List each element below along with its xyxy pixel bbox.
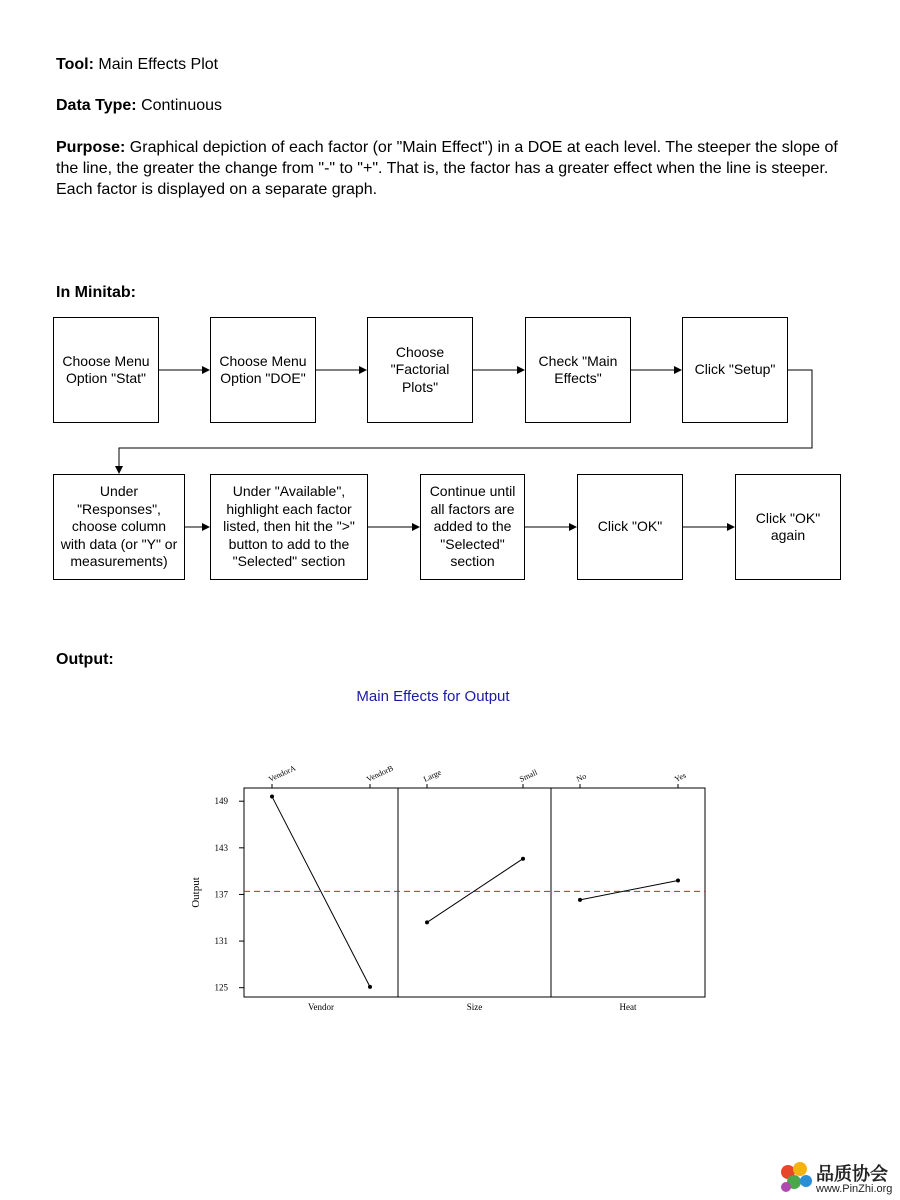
level-label: Large bbox=[422, 767, 443, 784]
effect-point bbox=[425, 920, 429, 924]
factor-label: Heat bbox=[619, 1002, 637, 1012]
y-tick-label: 149 bbox=[214, 796, 228, 807]
effect-point bbox=[270, 795, 274, 799]
purpose-label: Purpose: bbox=[56, 139, 126, 156]
level-label: Small bbox=[518, 767, 539, 784]
flow-step-factorial-plots: Choose "Factorial Plots" bbox=[367, 317, 473, 423]
effect-point bbox=[521, 857, 525, 861]
tool-label: Tool: bbox=[56, 56, 94, 73]
y-axis-label: Output bbox=[190, 877, 202, 908]
flow-step-stat: Choose Menu Option "Stat" bbox=[53, 317, 159, 423]
watermark-url: www.PinZhi.org bbox=[816, 1183, 893, 1195]
level-label: VendorA bbox=[267, 763, 298, 784]
flow-step-doe: Choose Menu Option "DOE" bbox=[210, 317, 316, 423]
y-tick-label: 131 bbox=[214, 936, 228, 947]
effect-point bbox=[368, 985, 372, 989]
effect-point bbox=[676, 878, 680, 882]
y-tick-label: 143 bbox=[214, 842, 228, 853]
flow-step-click-ok-again: Click "OK" again bbox=[735, 474, 841, 580]
factor-label: Size bbox=[466, 1002, 483, 1012]
level-label: VendorB bbox=[365, 763, 395, 784]
flow-step-setup: Click "Setup" bbox=[682, 317, 788, 423]
level-label: No bbox=[575, 771, 588, 784]
purpose-text: Graphical depiction of each factor (or "Main Effect") in a DOE at each level. The steeper the slope of the line, the greater the change from "-" to "+". That is, the factor has a greater effect when the line is steeper. Each factor is displayed on a separate graph. bbox=[56, 139, 838, 198]
factor-label: Vendor bbox=[308, 1002, 334, 1012]
tool-value: Main Effects Plot bbox=[98, 56, 219, 73]
data-type-label: Data Type: bbox=[56, 97, 137, 114]
flow-step-available: Under "Available", highlight each factor listed, then hit the ">" button to add to the "Selected" section bbox=[210, 474, 368, 580]
y-tick-label: 125 bbox=[214, 982, 228, 993]
effect-point bbox=[578, 898, 582, 902]
plot-frame bbox=[244, 788, 705, 997]
effect-line bbox=[427, 859, 523, 923]
flow-step-main-effects: Check "Main Effects" bbox=[525, 317, 631, 423]
flow-step-responses: Under "Responses", choose column with data (or "Y" or measurements) bbox=[53, 474, 185, 580]
flow-step-click-ok: Click "OK" bbox=[577, 474, 683, 580]
flow-step-continue: Continue until all factors are added to the "Selected" section bbox=[420, 474, 525, 580]
effect-line bbox=[580, 880, 678, 899]
output-heading: Output: bbox=[56, 651, 114, 668]
level-label: Yes bbox=[673, 770, 688, 784]
watermark-cn: 品质协会 bbox=[816, 1164, 888, 1185]
minitab-heading: In Minitab: bbox=[56, 284, 136, 301]
data-type-value: Continuous bbox=[141, 97, 223, 114]
chart-title: Main Effects for Output bbox=[356, 688, 510, 705]
y-tick-label: 137 bbox=[214, 889, 228, 900]
